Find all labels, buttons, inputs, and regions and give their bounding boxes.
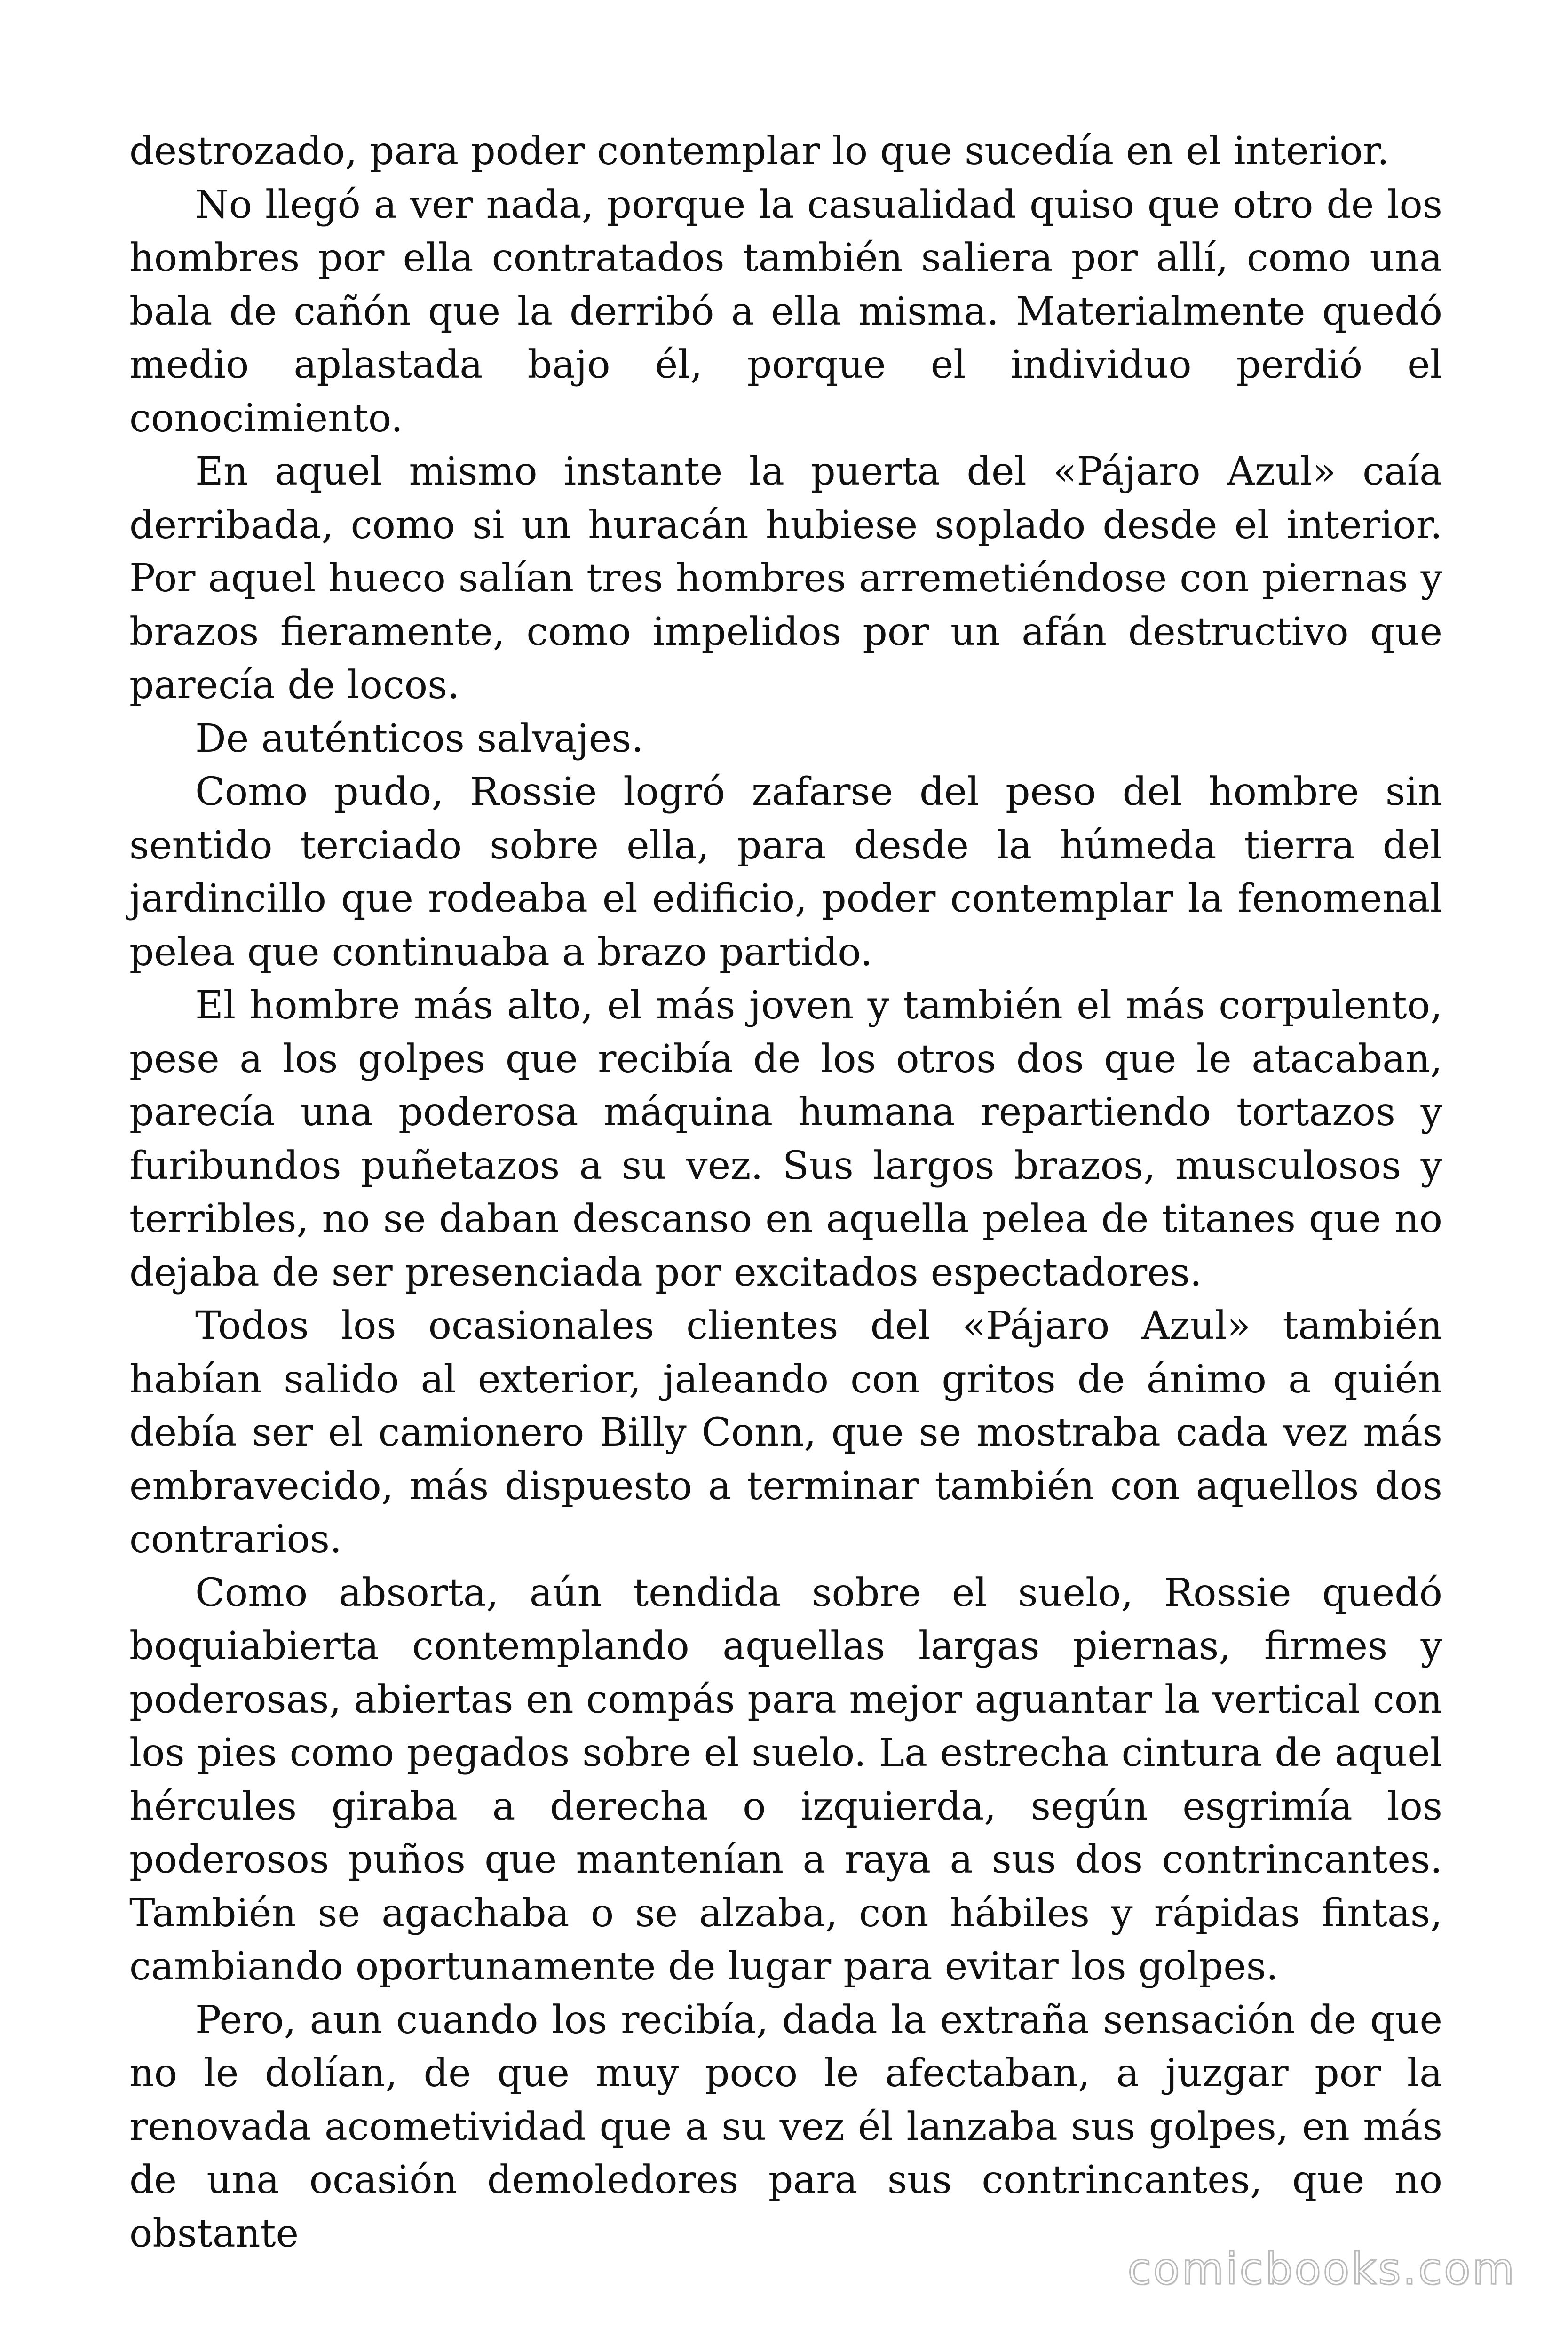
paragraph-4: De auténticos salvajes. [195,716,644,761]
paragraph-2: No llegó a ver nada, porque la casualidad quiso que otro de los hombres por ella contratados también saliera por allí, como una bala de cañón que la derribó a ella misma. Materialmente quedó medio aplastada bajo él, porque el individuo perdió el conocimiento. [129,182,1442,441]
paragraph-5: Como pudo, Rossie logró zafarse del peso del hombre sin sentido terciado sobre ella, para desde la húmeda tierra del jardincillo que rodeaba el edificio, poder contemplar la fenomenal pelea que continuaba a brazo partido. [129,770,1442,975]
paragraph-8: Como absorta, aún tendida sobre el suelo, Rossie quedó boquiabierta contemplando aquellas largas piernas, firmes y poderosas, abiertas en compás para mejor aguantar la vertical con los pies como pegados sobre el suelo. La estrecha cintura de aquel hércules giraba a derecha o izquierda, según esgrimía los poderosos puños que mantenían a raya a sus dos contrincantes. También se agachaba o se alzaba, con hábiles y rápidas fintas, cambiando oportunamente de lugar para evitar los golpes. [129,1570,1442,1989]
paragraph-3: En aquel mismo instante la puerta del «Pájaro Azul» caía derribada, como si un huracán hubiese soplado desde el interior. Por aquel hueco salían tres hombres arremetiéndose con piernas y brazos fieramente, como impelidos por un afán destructivo que parecía de locos. [129,449,1442,707]
paragraph-1: destrozado, para poder contemplar lo que sucedía en el interior. [129,129,1389,174]
paragraph-9: Pero, aun cuando los recibía, dada la extraña sensación de que no le dolían, de que muy poco le afectaban, a juzgar por la renovada acometividad que a su vez él lanzaba sus golpes, en más de una ocasión demoledores para sus contrincantes, que no obstante [129,1997,1442,2256]
page-text [129,125,1442,2260]
paragraph-7: Todos los ocasionales clientes del «Pájaro Azul» también habían salido al exterior, jaleando con gritos de ánimo a quién debía ser el camionero Billy Conn, que se mostraba cada vez más embravecido, más dispuesto a terminar también con aquellos dos contrarios. [129,1303,1442,1562]
watermark-logo: comicbooks.com [1127,2244,1516,2294]
paragraph-6: El hombre más alto, el más joven y también el más corpulento, pese a los golpes que recibía de los otros dos que le atacaban, parecía una poderosa máquina humana repartiendo tortazos y furibundos puñetazos a su vez. Sus largos brazos, musculosos y terribles, no se daban descanso en aquella pelea de titanes que no dejaba de ser presenciada por excitados espectadores. [129,983,1442,1295]
